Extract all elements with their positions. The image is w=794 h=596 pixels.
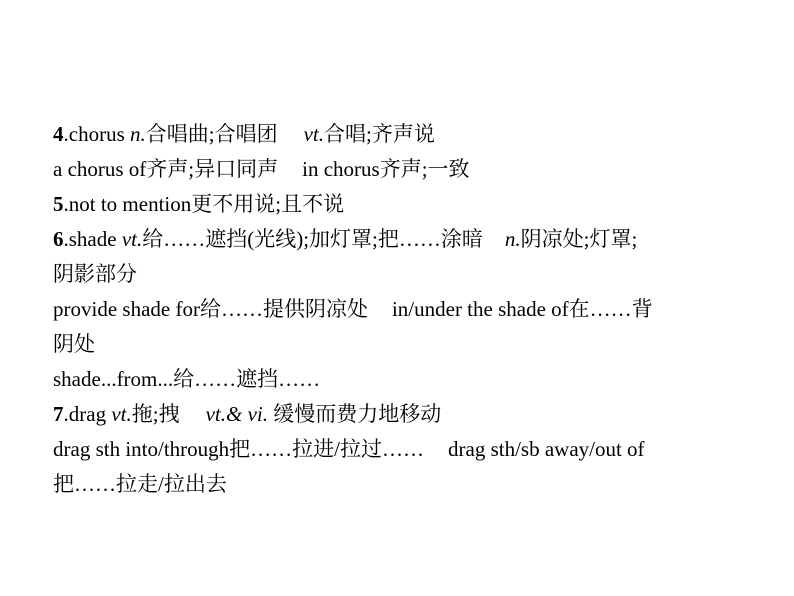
headword: .chorus xyxy=(63,122,130,146)
entry-number: 4 xyxy=(53,122,64,146)
entry-number: 6 xyxy=(53,227,64,251)
part-of-speech: n. xyxy=(504,227,521,251)
phrase: drag sth into/through把……拉进/拉过…… xyxy=(53,437,424,461)
shade-phrase-line xyxy=(53,366,320,392)
phrase: 把……拉走/拉出去 xyxy=(53,472,227,496)
definition: 合唱曲;合唱团 xyxy=(145,122,278,146)
definition: 合唱;齐声说 xyxy=(324,122,435,146)
shade-definition-continued xyxy=(53,261,137,287)
entry-number: 7 xyxy=(53,402,64,426)
definition: 阴影部分 xyxy=(53,262,137,286)
shade-phrase-continued xyxy=(53,331,95,357)
part-of-speech: vt.& vi. xyxy=(205,402,268,426)
entry-shade-line xyxy=(53,226,637,252)
entry-drag-line xyxy=(53,401,441,427)
part-of-speech: n. xyxy=(130,122,146,146)
entry-text: .not to mention更不用说;且不说 xyxy=(63,192,345,216)
shade-phrases-line xyxy=(53,296,653,322)
phrase: in chorus齐声;一致 xyxy=(302,157,470,181)
definition: 缓慢而费力地移动 xyxy=(267,402,442,426)
definition: 阴凉处;灯罩; xyxy=(520,227,638,251)
part-of-speech: vt. xyxy=(111,402,132,426)
drag-phrase-continued xyxy=(53,471,227,497)
headword: .drag xyxy=(63,402,112,426)
entry-chorus-line xyxy=(53,121,435,147)
phrase: 阴处 xyxy=(53,332,95,356)
headword: .shade xyxy=(63,227,122,251)
entry-number: 5 xyxy=(53,192,64,216)
part-of-speech: vt. xyxy=(303,122,324,146)
phrase: in/under the shade of在……背 xyxy=(391,297,653,321)
chorus-phrases-line xyxy=(53,156,470,182)
phrase: a chorus of齐声;异口同声 xyxy=(53,157,279,181)
entry-not-to-mention-line xyxy=(53,191,344,217)
definition: 拖;拽 xyxy=(131,402,180,426)
phrase: drag sth/sb away/out of xyxy=(448,437,645,461)
definition: 给……遮挡(光线);加灯罩;把……涂暗 xyxy=(142,227,483,251)
phrase: provide shade for给……提供阴凉处 xyxy=(53,297,368,321)
part-of-speech: vt. xyxy=(121,227,143,251)
drag-phrases-line xyxy=(53,436,645,462)
phrase: shade...from...给……遮挡…… xyxy=(53,367,321,391)
